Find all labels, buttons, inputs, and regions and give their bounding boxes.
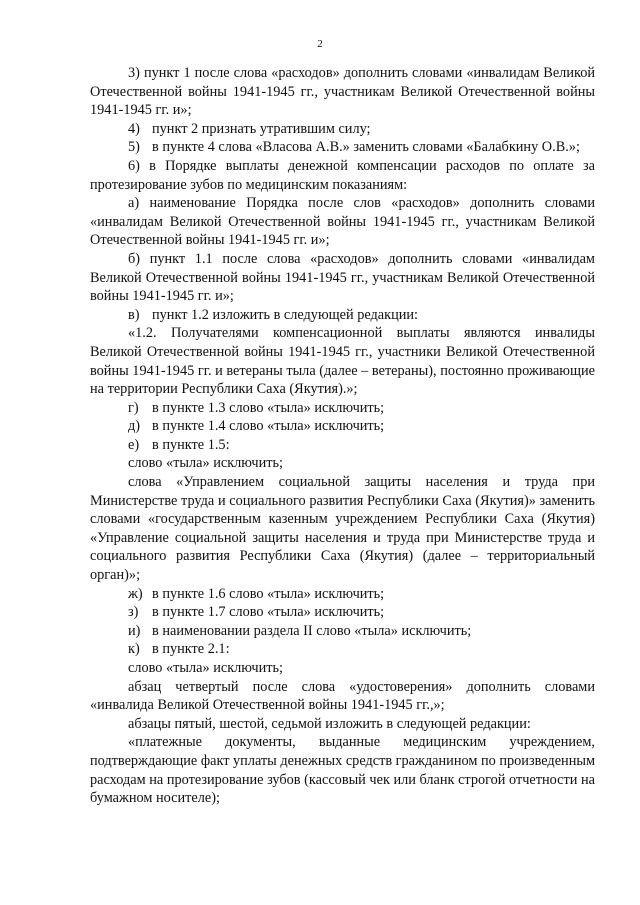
item-text: в пункте 1.7 слово «тыла» исключить; — [152, 604, 385, 621]
list-item-5 — [90, 138, 595, 157]
page-number: 2 — [317, 38, 323, 50]
paragraph-3: 3) пункт 1 после слова «расходов» дополнить словами «инвалидам Великой Отечественной войны 1941-1945 гг., участникам Великой Отечественной войны 1941-1945 гг. и»; — [90, 65, 595, 119]
list-item-d — [90, 417, 595, 436]
item-text: пункт 2 признать утратившим силу; — [152, 120, 371, 137]
item-text: в пункте 2.1: — [152, 641, 230, 658]
item-marker: ж) — [128, 585, 143, 602]
item-marker: 5) — [128, 139, 140, 156]
item-text: пункт 1.2 изложить в следующей редакции: — [152, 306, 419, 323]
paragraph-payment-docs: «платежные документы, выданные медицинским учреждением, подтверждающие факт уплаты денежных средств гражданином по произведенным расходам на протезирование зубов (кассовый чек или бланк строгой отчетности на бумажном носителе); — [90, 734, 595, 807]
list-item-z — [90, 603, 595, 622]
item-text: в пункте 1.6 слово «тыла» исключить; — [152, 585, 385, 602]
item-marker: 4) — [128, 120, 140, 137]
paragraph-6: 6) в Порядке выплаты денежной компенсации расходов по оплате за протезирование зубов по медицинским показаниям: — [90, 157, 595, 193]
paragraph-abzacy: абзацы пятый, шестой, седьмой изложить в следующей редакции: — [128, 715, 531, 732]
list-item-g — [90, 399, 595, 418]
paragraph-b: б) пункт 1.1 после слова «расходов» дополнить словами «инвалидам Великой Отечественной войны 1941-1945 гг., участникам Великой Отечественной войны 1941-1945 гг. и»; — [90, 250, 595, 305]
paragraph-a: а) наименование Порядка после слов «расходов» дополнить словами «инвалидам Великой Отечественной войны 1941-1945 гг., участникам Великой Отечественной войны 1941-1945 гг. и»; — [90, 195, 595, 249]
item-text: в пункте 1.4 слово «тыла» исключить; — [152, 418, 385, 435]
paragraph-replace-words: слова «Управлением социальной защиты населения и труда при Министерстве труда и социального развития Республики Саха (Якутия)» заменить словами «государственным казенным учреждением Республики Саха (Якутия) «Управление социальной защиты населения и труда при Министерстве труда и социального развития Республики Саха (Якутия) (далее – территориальный орган)»; — [90, 474, 595, 584]
item-text: в пункте 1.3 слово «тыла» исключить; — [152, 399, 385, 416]
item-marker: г) — [128, 399, 139, 416]
list-item-4 — [90, 120, 595, 139]
paragraph-exclude-word-2: слово «тыла» исключить; — [128, 660, 284, 676]
item-text: в пункте 1.5: — [152, 436, 230, 453]
item-marker: и) — [128, 622, 141, 639]
item-text: в пункте 4 слова «Власова А.В.» заменить словами «Балабкину О.В.»; — [152, 139, 580, 156]
item-marker: в) — [128, 306, 140, 323]
item-marker: е) — [128, 436, 140, 453]
item-text: в наименовании раздела II слово «тыла» исключить; — [152, 622, 472, 639]
item-marker: к) — [128, 641, 140, 658]
paragraph-exclude-word: слово «тыла» исключить; — [128, 455, 284, 472]
paragraph-fourth-abzac: абзац четвертый после слова «удостоверения» дополнить словами «инвалида Великой Отечественной войны 1941-1945 гг.,»; — [90, 678, 595, 714]
list-item-k — [90, 640, 595, 659]
list-item-i — [90, 622, 595, 641]
list-item-e — [90, 436, 595, 455]
list-item-zh — [90, 585, 595, 604]
list-item-v — [90, 306, 595, 325]
paragraph-1-2-quote: «1.2. Получателями компенсационной выплаты являются инвалиды Великой Отечественной войны 1941-1945 гг., участники Великой Отечественной войны 1941-1945 гг. и ветераны тыла (далее – ветераны), постоянно проживающие на территории Республики Саха (Якутия).»; — [90, 325, 595, 398]
document-body — [90, 64, 595, 808]
item-marker: д) — [128, 418, 141, 435]
item-marker: з) — [128, 604, 139, 621]
